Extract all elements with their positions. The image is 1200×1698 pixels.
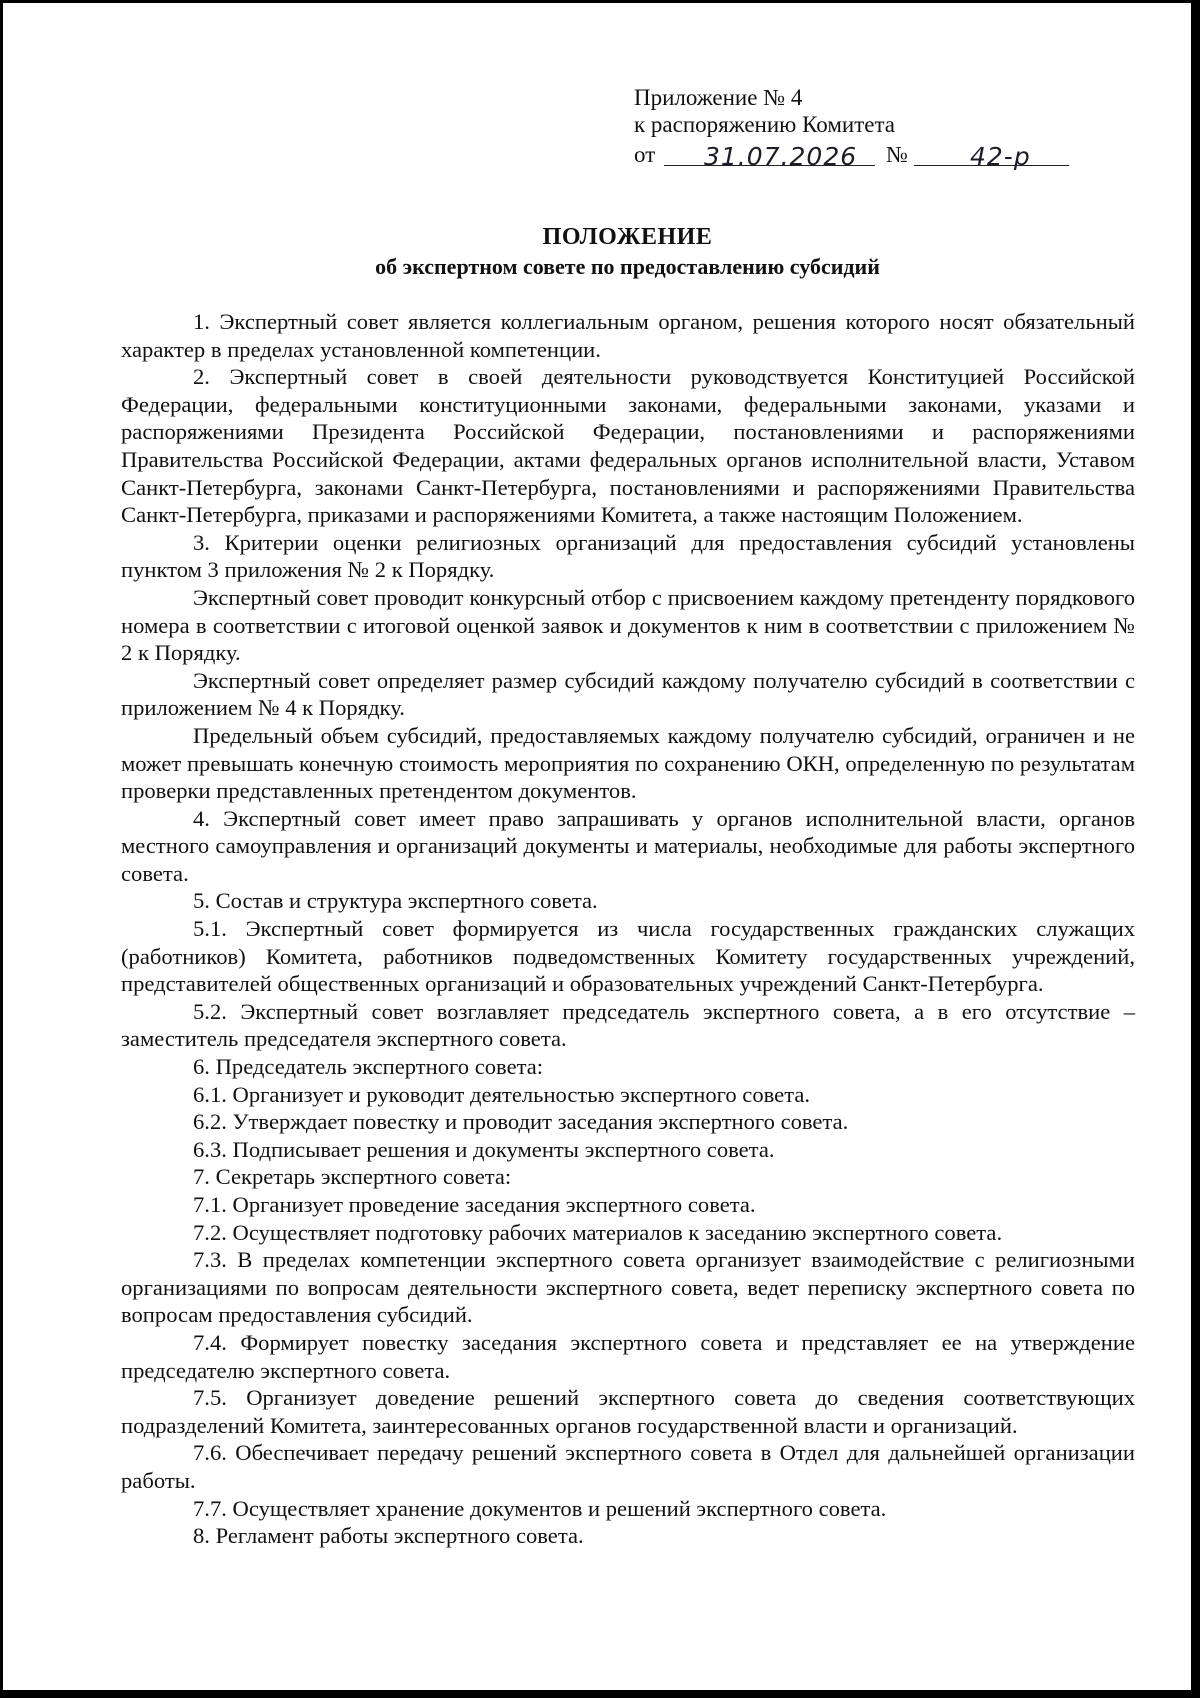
paragraph: 7.5. Организует доведение решений экспертного совета до сведения соответствующих подразделений Комитета, заинтересованных органов государственной власти и организаций. [121,1385,1135,1438]
appendix-number: Приложение № 4 [634,85,803,110]
paragraph: 6.3. Подписывает решения и документы экспертного совета. [193,1136,775,1162]
paragraph: 7.1. Организует проведение заседания экспертного совета. [193,1192,756,1217]
paragraph: 7.2. Осуществляет подготовку рабочих материалов к заседанию экспертного совета. [193,1219,1003,1245]
appendix-reference: к распоряжению Комитета [634,112,895,137]
paragraph: 6.1. Организует и руководит деятельностью экспертного совета. [193,1081,811,1107]
document-title-block [120,222,1135,282]
number-handwritten: 42-р [970,142,1031,171]
paragraph: 5.2. Экспертный совет возглавляет председатель экспертного совета, а в его отсутствие – заместитель председателя экспертного совета. [121,998,1135,1052]
paragraph: Предельный объем субсидий, предоставляемых каждому получателю субсидий, ограничен и не может превышать конечную стоимость мероприятия по сохранению ОКН, определенную по результатам проверки представленных претендентом документов. [121,722,1135,804]
appendix-header [634,84,1074,170]
paragraph: 2. Экспертный совет в своей деятельности руководствуется Конституцией Российской Федерации, федеральными конституционными законами, федеральными законами, указами и распоряжениями Президента Российской Федерации, постановлениями и распоряжениями Правительства Российской Федерации, актами федеральных органов исполнительной власти, Уставом Санкт-Петербурга, законами Санкт-Петербурга, постановлениями и распоряжениями Правительства Санкт-Петербурга, приказами и распоряжениями Комитета, а также настоящим Положением. [121,364,1135,528]
paragraph: 6. Председатель экспертного совета: [193,1054,544,1080]
paragraph: 3. Критерии оценки религиозных организаций для предоставления субсидий установлены пунктом 3 приложения № 2 к Порядку. [121,529,1135,583]
paragraph: 5. Состав и структура экспертного совета. [193,888,598,914]
paragraph: 8. Регламент работы экспертного совета. [193,1523,584,1549]
paragraph: 7. Секретарь экспертного совета: [193,1164,512,1190]
document-title: ПОЛОЖЕНИЕ [542,224,713,250]
paragraph: 7.4. Формирует повестку заседания экспертного совета и представляет ее на утверждение председателю экспертного совета. [121,1329,1135,1383]
paragraph: 7.6. Обеспечивает передачу решений экспертного совета в Отдел для дальнейшей организации работы. [121,1440,1135,1493]
date-prefix: от [634,142,656,167]
number-sign: № [886,142,908,167]
date-handwritten: 31.07.2026 [704,142,858,171]
date-number-line [634,138,1074,170]
paragraph: 7.7. Осуществляет хранение документов и решений экспертного совета. [193,1495,887,1521]
document-body [121,308,1135,1550]
paragraph: Экспертный совет определяет размер субсидий каждому получателю субсидий в соответствии с приложением № 4 к Порядку. [121,667,1135,721]
paragraph: 5.1. Экспертный совет формируется из числа государственных гражданских служащих (работников) Комитета, работников подведомственных Комитету государственных учреждений, представителей общественных организаций и образовательных учреждений Санкт-Петербурга. [121,916,1135,997]
paragraph: 6.2. Утверждает повестку и проводит заседания экспертного совета. [193,1109,849,1135]
paragraph: 4. Экспертный совет имеет право запрашивать у органов исполнительной власти, органов местного самоуправления и организаций документы и материалы, необходимые для работы экспертного совета. [121,805,1135,886]
paragraph: 1. Экспертный совет является коллегиальным органом, решения которого носят обязательный характер в пределах установленной компетенции. [121,309,1135,362]
document-subtitle: об экспертном совете по предоставлению субсидий [375,254,880,279]
paragraph: 7.3. В пределах компетенции экспертного совета организует взаимодействие с религиозными организациями по вопросам деятельности экспертного совета, ведет переписку экспертного совета по вопросам предоставления субсидий. [121,1247,1135,1328]
paragraph: Экспертный совет проводит конкурсный отбор с присвоением каждому претенденту порядкового номера в соответствии с итоговой оценкой заявок и документов к ним в соответствии с приложением № 2 к Порядку. [121,584,1135,666]
